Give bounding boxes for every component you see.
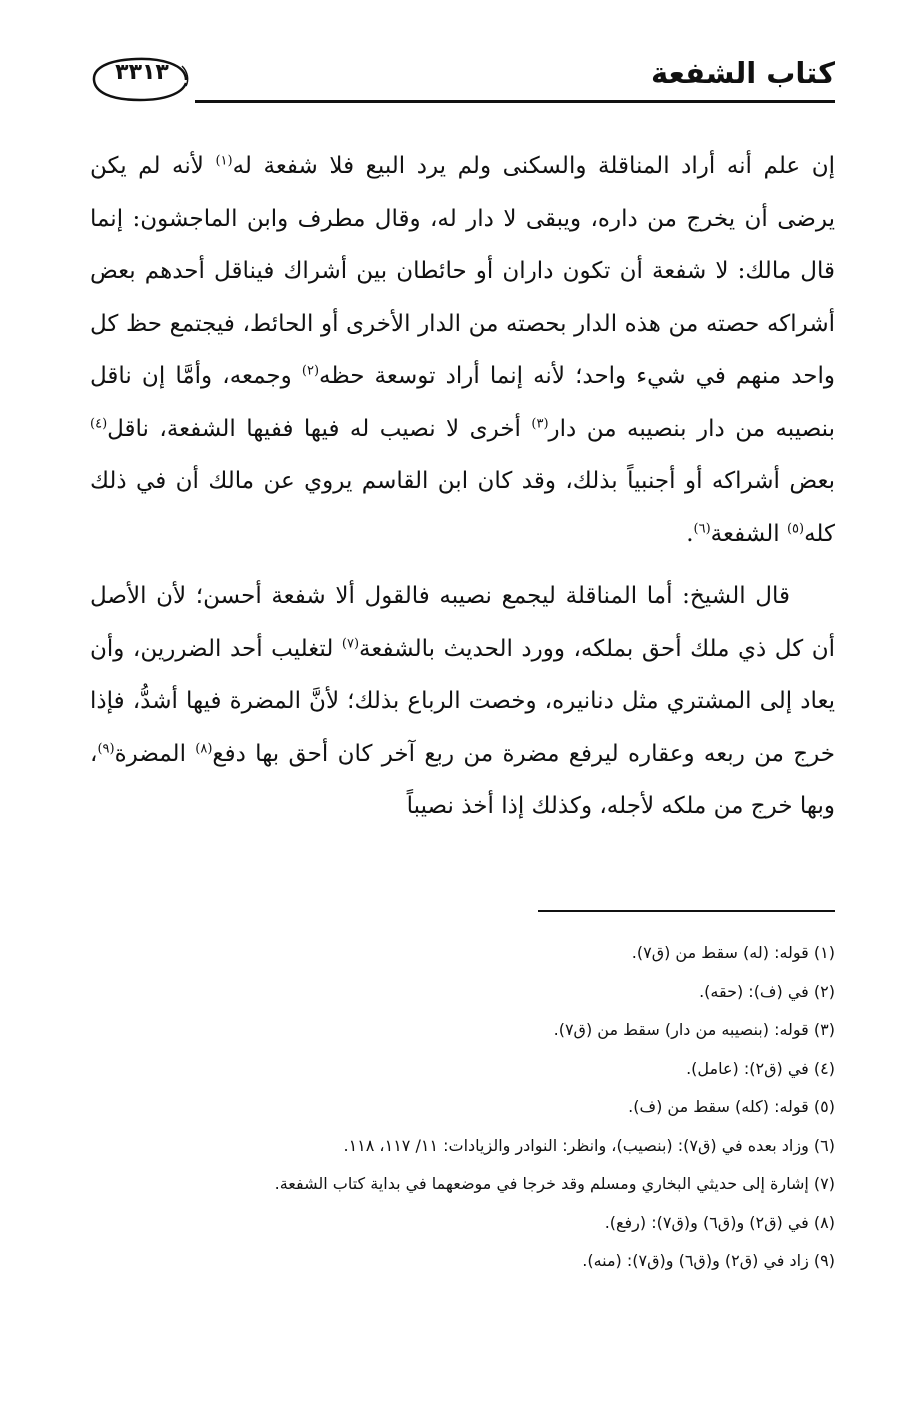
text-run: أخرى لا نصيب له فيها ففيها الشفعة، ناقل: [107, 415, 532, 442]
footnote-ref-1[interactable]: (١): [215, 153, 233, 169]
text-run: لأنه لم يكن يرضى أن يخرج من داره، ويبقى لا دار له، وقال مطرف وابن الماجشون: إنما قال مالك: لا شفعة أن تكون داران أو حائطان بين أشراك فيناقل أحدهم بعض أشراكه حصته من هذه الدار بحصته من الدار الأخرى أو الحائط، فيجتمع حظ كل واحد منهم في شيء واحد؛ لأنه إنما أراد توسعة حظه: [90, 153, 836, 389]
footnote-9: (٩) زاد في (ق٢) و(ق٦) و(ق٧): (منه).: [582, 1251, 835, 1270]
text-run: وجمعه، وأمَّا إن ناقل بنصيبه من دار بنصيبه من دار: [90, 363, 835, 442]
footnote-5: (٥) قوله: (كله) سقط من (ف).: [628, 1097, 835, 1116]
footnotes-section: [120, 934, 835, 1281]
text-run: .: [686, 520, 694, 547]
page-number: ٣٣١٣: [115, 60, 169, 85]
text-run: لتغليب أحد الضررين، وأن يعاد إلى المشتري مثل دنانيره، وخصت الرباع بذلك؛ لأنَّ المضرة فيها أشدُّ، فإذا خرج من ربعه وعقاره ليرفع مضرة من ربع آخر كان أحق بها دفع: [90, 635, 835, 767]
footnote-ref-7[interactable]: (٧): [341, 635, 360, 651]
footnote-7: (٧) إشارة إلى حديثي البخاري ومسلم وقد خرجا في موضعهما في بداية كتاب الشفعة.: [274, 1174, 835, 1193]
page-title: كتاب الشفعة: [651, 56, 835, 90]
footnote-ref-5[interactable]: (٥): [786, 520, 805, 536]
footnote-ref-4[interactable]: (٤): [90, 415, 108, 431]
text-run: ، وبها خرج من ملكه لأجله، وكذلك إذا أخذ نصيباً: [90, 740, 835, 819]
text-run: بعض أشراكه أو أجنبياً بذلك، وقد كان ابن القاسم يروي عن مالك أن في ذلك كله: [90, 468, 835, 547]
footnote-2: (٢) في (ف): (حقه).: [699, 981, 835, 1001]
footnote-ref-9[interactable]: (٩): [97, 740, 115, 756]
footnote-8: (٨) في (ق٢) و(ق٦) و(ق٧): (رفع).: [604, 1212, 835, 1232]
footnote-4: (٤) في (ق٢): (عامل).: [686, 1058, 835, 1078]
main-text: [90, 140, 835, 833]
text-run: الشفعة: [710, 520, 787, 547]
text-run: المضرة: [114, 740, 196, 767]
footnote-3: (٣) قوله: (بنصيبه من دار) سقط من (ق٧).: [553, 1020, 835, 1039]
footnote-1: (١) قوله: (له) سقط من (ق٧).: [631, 943, 835, 962]
footnote-separator: [538, 910, 835, 912]
text-run: قال الشيخ: أما المناقلة ليجمع نصيبه فالقول ألا شفعة أحسن؛ لأن الأصل أن كل ذي ملك أحق بملكه، وورد الحديث بالشفعة: [90, 583, 835, 662]
text-run: إن علم أنه أراد المناقلة والسكنى ولم يرد البيع فلا شفعة له: [232, 153, 835, 179]
page-header: [90, 52, 835, 108]
paragraph-1: [90, 140, 835, 560]
footnote-6: (٦) وزاد بعده في (ق٧): (بنصيب)، وانظر: النوادر والزيادات: ١١/ ١١٧، ١١٨.: [343, 1135, 835, 1155]
footnote-ref-2[interactable]: (٢): [301, 363, 320, 379]
paragraph-2: [90, 570, 835, 833]
footnote-ref-8[interactable]: (٨): [195, 740, 213, 756]
footnote-ref-3[interactable]: (٣): [531, 415, 549, 431]
header-rule: [195, 100, 835, 103]
footnote-ref-6[interactable]: (٦): [693, 520, 711, 536]
